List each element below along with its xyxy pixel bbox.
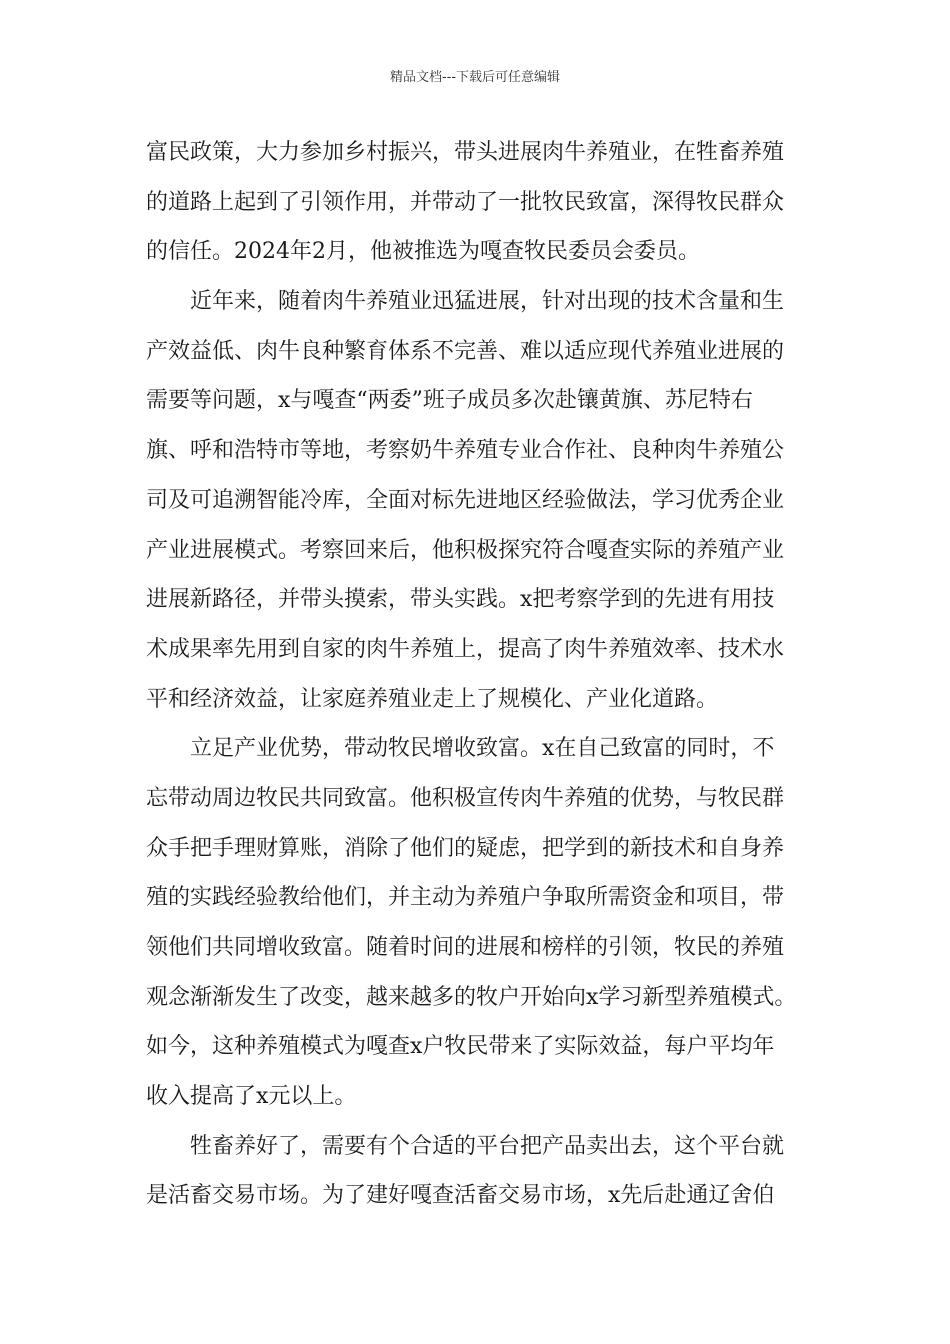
text-line: 牲畜养好了，需要有个合适的平台把产品卖出去，这个平台就 xyxy=(190,1133,785,1159)
page-header: 精品文档---下载后可任意编辑 xyxy=(389,70,561,85)
text-line: 殖的实践经验教给他们，并主动为养殖户争取所需资金和项目，带 xyxy=(146,885,785,911)
text-line: 收入提高了x元以上。 xyxy=(146,1084,357,1110)
text-line: 术成果率先用到自家的肉牛养殖上，提高了肉牛养殖效率、技术水 xyxy=(146,636,785,662)
text-line: 富民政策，大力参加乡村振兴，带头进展肉牛养殖业，在牲畜养殖 xyxy=(146,140,785,165)
text-line: 是活畜交易市场。为了建好嘎查活畜交易市场，x先后赴通辽舍伯 xyxy=(146,1183,775,1209)
text-line: 产效益低、肉牛良种繁育体系不完善、难以适应现代养殖业进展的 xyxy=(146,338,785,364)
text-line: 的道路上起到了引领作用，并带动了一批牧民致富，深得牧民群众 xyxy=(146,189,785,215)
text-line: 领他们共同增收致富。随着时间的进展和榜样的引领，牧民的养殖 xyxy=(146,935,785,960)
text-line: 观念渐渐发生了改变，越来越多的牧户开始向x学习新型养殖模式。 xyxy=(146,984,797,1010)
text-line: 产业进展模式。考察回来后，他积极探究符合嘎查实际的养殖产业 xyxy=(146,537,785,563)
text-line: 忘带动周边牧民共同致富。他积极宣传肉牛养殖的优势，与牧民群 xyxy=(146,785,785,811)
text-line: 的信任。2024年2月，他被推选为嘎查牧民委员会委员。 xyxy=(146,239,700,265)
text-line: 立足产业优势，带动牧民增收致富。x在自己致富的同时，不 xyxy=(190,736,775,762)
text-line: 平和经济效益，让家庭养殖业走上了规模化、产业化道路。 xyxy=(146,686,719,712)
text-line: 司及可追溯智能冷库，全面对标先进地区经验做法，学习优秀企业 xyxy=(146,487,785,513)
text-line: 进展新路径，并带头摸索，带头实践。x把考察学到的先进有用技 xyxy=(146,587,775,613)
text-line: 需要等问题，x与嘎查“两委”班子成员多次赴镶黄旗、苏尼特右 xyxy=(146,388,753,414)
text-line: 众手把手理财算账，消除了他们的疑虑，把学到的新技术和自身养 xyxy=(146,835,785,861)
text-line: 近年来，随着肉牛养殖业迅猛进展，针对出现的技术含量和生 xyxy=(190,289,785,315)
document-body xyxy=(146,128,814,1221)
text-line: 如今，这种养殖模式为嘎查x户牧民带来了实际效益，每户平均年 xyxy=(146,1034,775,1060)
text-line: 旗、呼和浩特市等地，考察奶牛养殖专业合作社、良种肉牛养殖公 xyxy=(146,438,785,464)
